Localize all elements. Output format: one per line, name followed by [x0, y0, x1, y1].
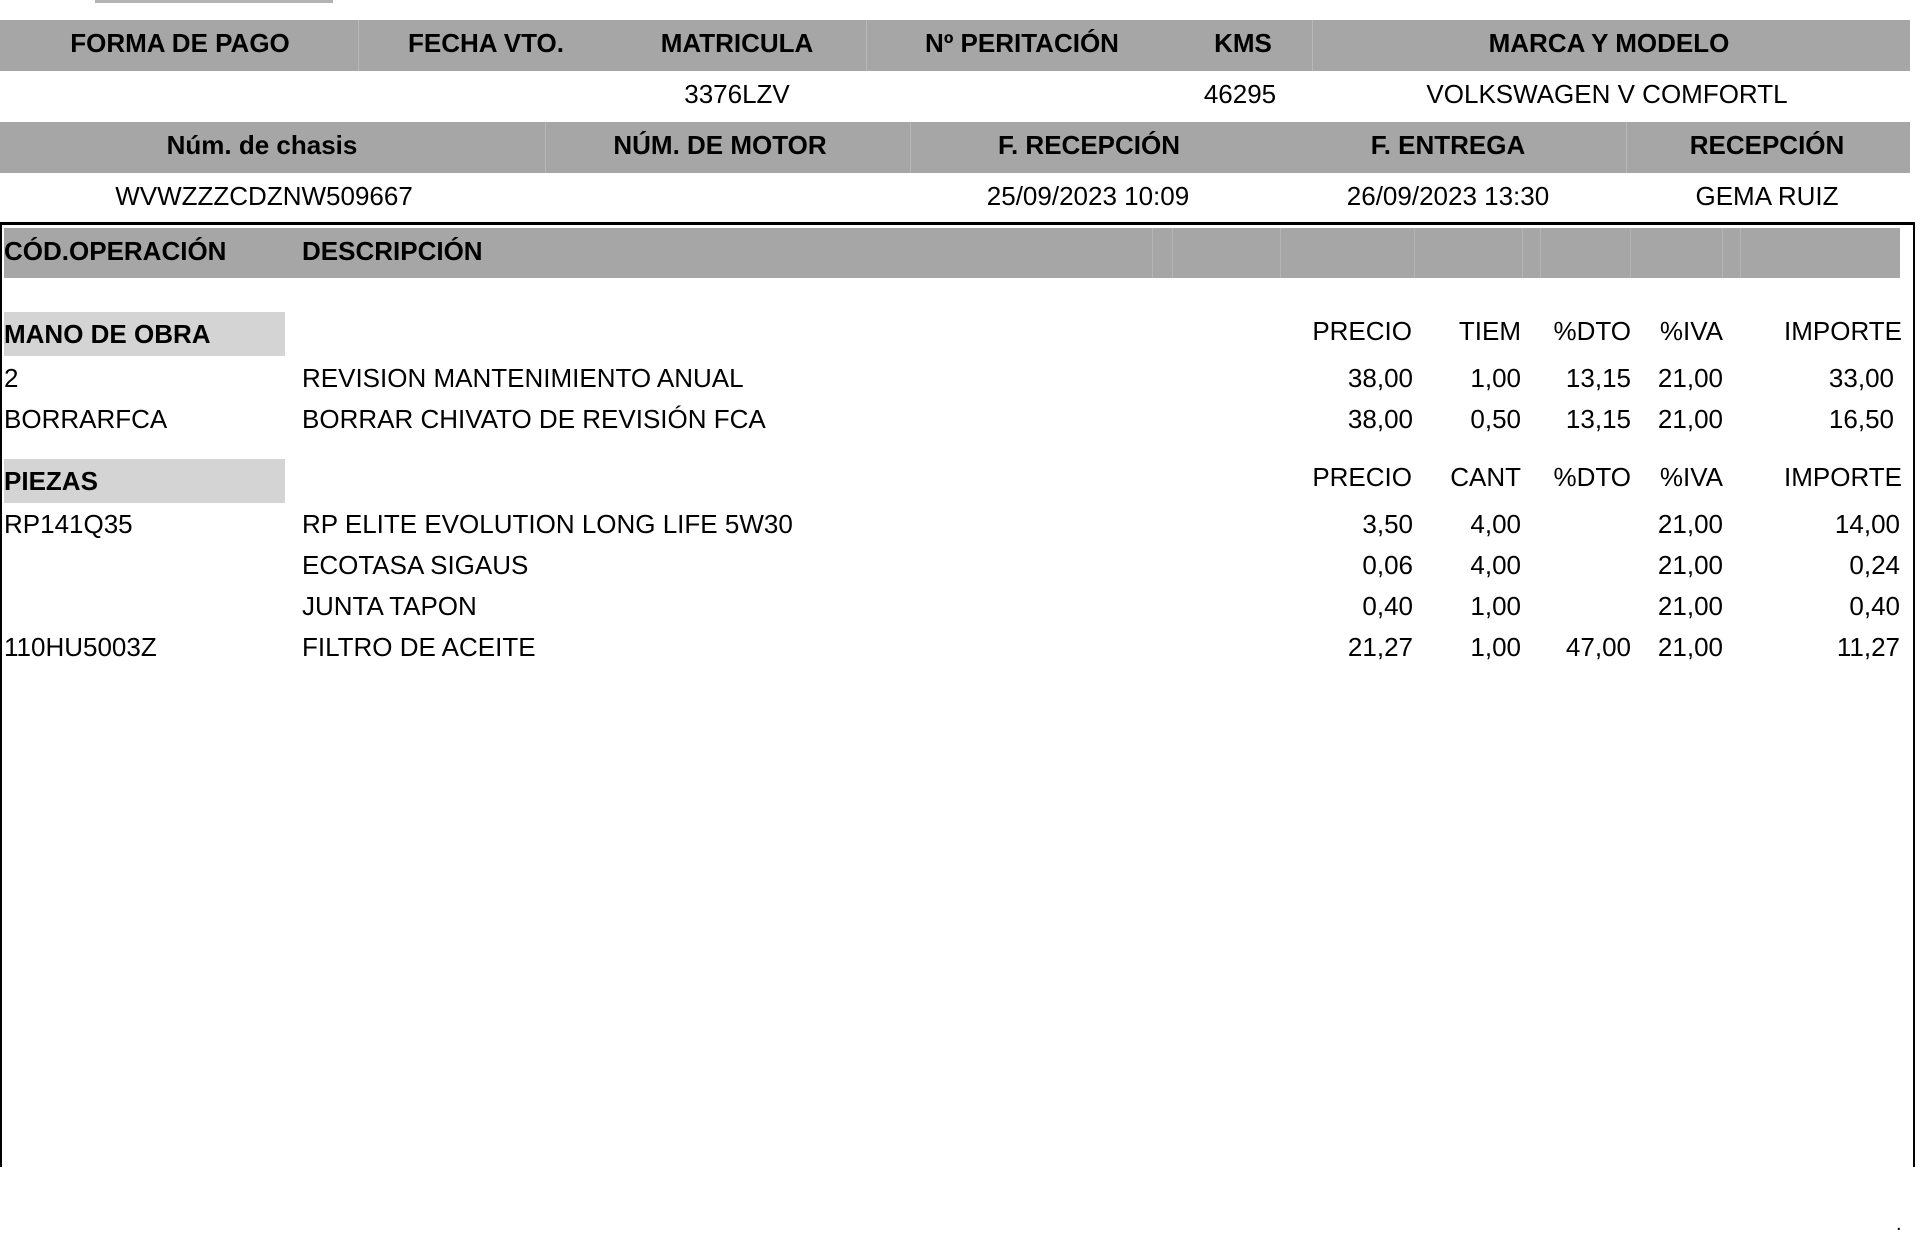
label-matricula: MATRICULA — [660, 28, 814, 58]
part-row-importe: 0,40 — [1849, 591, 1900, 621]
labor-row-precio: 38,00 — [1347, 363, 1413, 393]
col-dto: %DTO — [1553, 462, 1631, 492]
label-fecha-vto: FECHA VTO. — [407, 28, 565, 58]
part-row-importe: 11,27 — [1836, 632, 1900, 662]
labor-row-importe: 16,50 — [1828, 404, 1894, 434]
label-kms: KMS — [1214, 28, 1272, 58]
part-row-code: RP141Q35 — [4, 509, 133, 539]
part-row-cant: 4,00 — [1470, 509, 1521, 539]
header-separator — [1152, 228, 1153, 278]
part-row-iva: 21,00 — [1657, 550, 1723, 580]
header-separator — [358, 20, 359, 71]
top-strip — [95, 0, 333, 3]
header-separator — [545, 122, 546, 173]
col-precio: PRECIO — [1312, 316, 1412, 346]
part-row-importe: 14,00 — [1834, 509, 1900, 539]
header-separator — [1722, 228, 1723, 278]
label-chasis: Núm. de chasis — [166, 130, 358, 160]
part-row-precio: 21,27 — [1347, 632, 1413, 662]
footer-mark: . — [1896, 1213, 1902, 1235]
part-row-dto: 47,00 — [1565, 632, 1631, 662]
label-cod-operacion: CÓD.OPERACIÓN — [4, 236, 227, 266]
part-row-description: FILTRO DE ACEITE — [302, 632, 536, 662]
header-separator — [1312, 20, 1313, 71]
col-importe: IMPORTE — [1784, 462, 1902, 492]
label-f-recepcion: F. RECEPCIÓN — [997, 130, 1181, 160]
header-separator — [910, 122, 911, 173]
labor-row-dto: 13,15 — [1565, 404, 1631, 434]
label-recepcion: RECEPCIÓN — [1689, 130, 1845, 160]
value-f-entrega: 26/09/2023 13:30 — [1346, 181, 1550, 211]
value-f-recepcion: 25/09/2023 10:09 — [986, 181, 1190, 211]
label-descripcion: DESCRIPCIÓN — [302, 236, 483, 266]
part-row-cant: 1,00 — [1470, 591, 1521, 621]
part-row-precio: 0,06 — [1362, 550, 1413, 580]
part-row-precio: 0,40 — [1362, 591, 1413, 621]
value-recepcion: GEMA RUIZ — [1695, 181, 1839, 211]
part-row-code: 110HU5003Z — [4, 632, 157, 662]
header-separator — [1630, 228, 1631, 278]
col-importe: IMPORTE — [1784, 316, 1902, 346]
operations-header-band — [4, 228, 1900, 278]
labor-row-tiem: 1,00 — [1470, 363, 1521, 393]
label-motor: NÚM. DE MOTOR — [613, 130, 827, 160]
part-row-description: ECOTASA SIGAUS — [302, 550, 529, 580]
col-cant: CANT — [1450, 462, 1521, 492]
part-row-iva: 21,00 — [1657, 509, 1723, 539]
header-separator — [1522, 228, 1523, 278]
value-matricula: 3376LZV — [684, 79, 790, 109]
labor-row-iva: 21,00 — [1657, 404, 1723, 434]
labor-row-code: 2 — [4, 363, 19, 393]
header-separator — [866, 20, 867, 71]
part-row-description: JUNTA TAPON — [302, 591, 477, 621]
header-separator — [1414, 228, 1415, 278]
col-iva: %IVA — [1659, 316, 1723, 346]
part-row-importe: 0,24 — [1849, 550, 1900, 580]
label-marca-modelo: MARCA Y MODELO — [1488, 28, 1730, 58]
header-separator — [1540, 228, 1541, 278]
part-row-precio: 3,50 — [1362, 509, 1413, 539]
part-row-iva: 21,00 — [1657, 632, 1723, 662]
label-f-entrega: F. ENTREGA — [1370, 130, 1526, 160]
value-kms: 46295 — [1203, 79, 1277, 109]
labor-row-importe: 33,00 — [1828, 363, 1894, 393]
labor-row-precio: 38,00 — [1347, 404, 1413, 434]
labor-row-iva: 21,00 — [1657, 363, 1723, 393]
col-tiem: TIEM — [1458, 316, 1521, 346]
col-dto: %DTO — [1553, 316, 1631, 346]
labor-row-tiem: 0,50 — [1470, 404, 1521, 434]
part-row-description: RP ELITE EVOLUTION LONG LIFE 5W30 — [302, 509, 793, 539]
section-mano-de-obra: MANO DE OBRA — [4, 312, 285, 356]
labor-row-code: BORRARFCA — [4, 404, 168, 434]
section-piezas: PIEZAS — [4, 459, 285, 503]
header-separator — [1626, 122, 1627, 173]
col-precio: PRECIO — [1312, 462, 1412, 492]
value-marca-modelo: VOLKSWAGEN V COMFORTL — [1426, 79, 1788, 109]
label-forma-pago: FORMA DE PAGO — [70, 28, 290, 58]
part-row-cant: 1,00 — [1470, 632, 1521, 662]
col-iva: %IVA — [1659, 462, 1723, 492]
value-chasis: WVWZZZCDZNW509667 — [115, 181, 413, 211]
part-row-cant: 4,00 — [1470, 550, 1521, 580]
labor-row-description: BORRAR CHIVATO DE REVISIÓN FCA — [302, 404, 766, 434]
header-separator — [1280, 228, 1281, 278]
header-separator — [1740, 228, 1741, 278]
labor-row-dto: 13,15 — [1565, 363, 1631, 393]
label-peritacion: Nº PERITACIÓN — [925, 28, 1119, 58]
labor-row-description: REVISION MANTENIMIENTO ANUAL — [302, 363, 744, 393]
header-separator — [1172, 228, 1173, 278]
part-row-iva: 21,00 — [1657, 591, 1723, 621]
